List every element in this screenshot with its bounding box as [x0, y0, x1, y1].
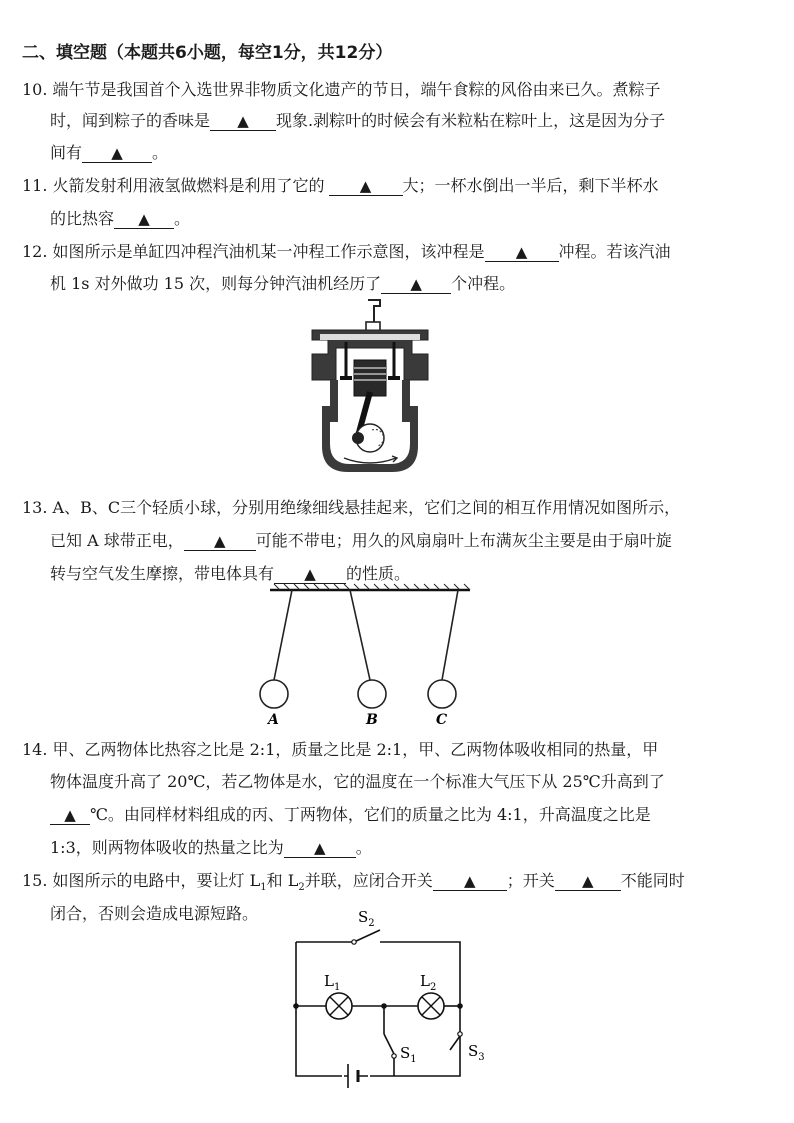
ball-label-a: A	[268, 712, 279, 728]
q10-text: 间有	[50, 143, 83, 162]
q15-sub: 2	[298, 882, 305, 894]
q14-text: 1:3，则两物体吸收的热量之比为	[50, 838, 284, 857]
q15-blank-2[interactable]	[555, 872, 621, 891]
q11-line2	[50, 209, 190, 229]
charged-balls-diagram	[260, 584, 480, 730]
q12-text: 冲程。若该汽油	[558, 242, 671, 261]
q12-line1	[22, 242, 671, 262]
blank-triangle-icon: ▲	[410, 275, 422, 293]
ball-a	[260, 680, 288, 708]
q15-text: 不能同时	[620, 871, 685, 890]
label-l2: $L_2$	[420, 972, 437, 993]
q13-blank-2[interactable]	[274, 565, 346, 584]
q10-line1: 10. 端午节是我国首个入选世界非物质文化遗产的节日，端午食粽的风俗由来已久。煮粽子	[22, 80, 661, 99]
q12-text: 12. 如图所示是单缸四冲程汽油机某一冲程工作示意图，该冲程是	[22, 242, 485, 261]
blank-triangle-icon: ▲	[359, 177, 372, 195]
ball-label-b: B	[366, 712, 378, 728]
q11-text: 。	[174, 209, 191, 228]
q15-blank-1[interactable]	[433, 872, 507, 891]
q15-text: 和 L	[266, 871, 299, 890]
engine-diagram	[300, 296, 440, 478]
ball-label-c: C	[436, 712, 448, 728]
blank-triangle-icon: ▲	[64, 806, 76, 824]
q14-blank-1[interactable]	[50, 806, 90, 825]
q10-blank-2[interactable]	[82, 144, 152, 163]
q12-line2	[50, 274, 515, 294]
lamp-l1	[326, 993, 352, 1019]
q12-blank-2[interactable]	[381, 275, 451, 294]
blank-triangle-icon: ▲	[581, 872, 594, 890]
q14-blank-2[interactable]	[284, 839, 356, 858]
label-s3: $S_3$	[468, 1042, 485, 1063]
q14-line2: 物体温度升高了 20℃，若乙物体是水，它的温度在一个标准大气压下从 25℃升高到了	[50, 772, 665, 791]
q15-line2: 闭合，否则会造成电源短路。	[50, 904, 259, 923]
q12-text: 机 1s 对外做功 15 次，则每分钟汽油机经历了	[50, 274, 382, 293]
q12-text: 个冲程。	[451, 274, 516, 293]
q14-text: 。	[355, 838, 372, 857]
q15-sub: 1	[260, 882, 267, 894]
q10-text: 现象.剥粽叶的时候会有米粒粘在粽叶上，这是因为分子	[276, 111, 666, 130]
circuit-diagram	[284, 906, 484, 1092]
q11-text: 11. 火箭发射利用液氢做燃料是利用了它的	[22, 176, 325, 195]
lamp-l2	[418, 993, 444, 1019]
q10-blank-1[interactable]	[210, 112, 276, 131]
q11-text: 的比热容	[50, 209, 115, 228]
q14-line3	[50, 805, 651, 825]
q10-text: 时，闻到粽子的香味是	[50, 111, 211, 130]
blank-triangle-icon: ▲	[304, 565, 316, 583]
q13-line1: 13. A、B、C三个轻质小球，分别用绝缘细线悬挂起来，它们之间的相互作用情况如图所示，	[22, 498, 681, 517]
q15-text: ；开关	[506, 871, 555, 890]
q13-text: 转与空气发生摩擦，带电体具有	[50, 564, 275, 583]
battery	[342, 1064, 370, 1088]
q10-text: 。	[152, 143, 169, 162]
blank-triangle-icon: ▲	[463, 872, 476, 890]
blank-triangle-icon: ▲	[138, 210, 150, 228]
q11-blank-2[interactable]	[114, 210, 174, 229]
q13-text: 可能不带电；用久的风扇扇叶上布满灰尘主要是由于扇叶旋	[255, 531, 672, 550]
q13-text: 已知 A 球带正电，	[50, 531, 184, 550]
q15-text: 15. 如图所示的电路中，要让灯 L	[22, 871, 261, 890]
blank-triangle-icon: ▲	[237, 112, 249, 130]
blank-triangle-icon: ▲	[515, 243, 528, 261]
q13-line2	[50, 531, 672, 551]
q13-line3	[50, 564, 410, 584]
q11-blank-1[interactable]	[329, 177, 403, 196]
blank-triangle-icon: ▲	[111, 144, 123, 162]
blank-triangle-icon: ▲	[313, 839, 326, 857]
q14-line4	[50, 838, 372, 858]
q15-text: 并联，应闭合开关	[304, 871, 433, 890]
q14-text: ℃。由同样材料组成的丙、丁两物体，它们的质量之比为 4:1，升高温度之比是	[90, 805, 651, 824]
ball-c	[428, 680, 456, 708]
label-s1: $S_1$	[400, 1044, 417, 1065]
q14-line1: 14. 甲、乙两物体比热容之比是 2:1，质量之比是 2:1，甲、乙两物体吸收相同的热量，甲	[22, 740, 659, 759]
ball-b	[358, 680, 386, 708]
q11-text: 大；一杯水倒出一半后，剩下半杯水	[402, 176, 659, 195]
label-s2: $S_2$	[358, 908, 375, 929]
label-l1: $L_1$	[324, 972, 341, 993]
q11-line1	[22, 176, 659, 196]
q13-blank-1[interactable]	[184, 532, 256, 551]
blank-triangle-icon: ▲	[213, 532, 226, 550]
q15-line1	[22, 871, 685, 898]
q10-line2	[50, 111, 665, 131]
q12-blank-1[interactable]	[485, 243, 559, 262]
section-title: 二、填空题（本题共6小题，每空1分，共12分）	[22, 43, 393, 63]
q10-line3	[50, 143, 168, 163]
q13-text: 的性质。	[346, 564, 411, 583]
